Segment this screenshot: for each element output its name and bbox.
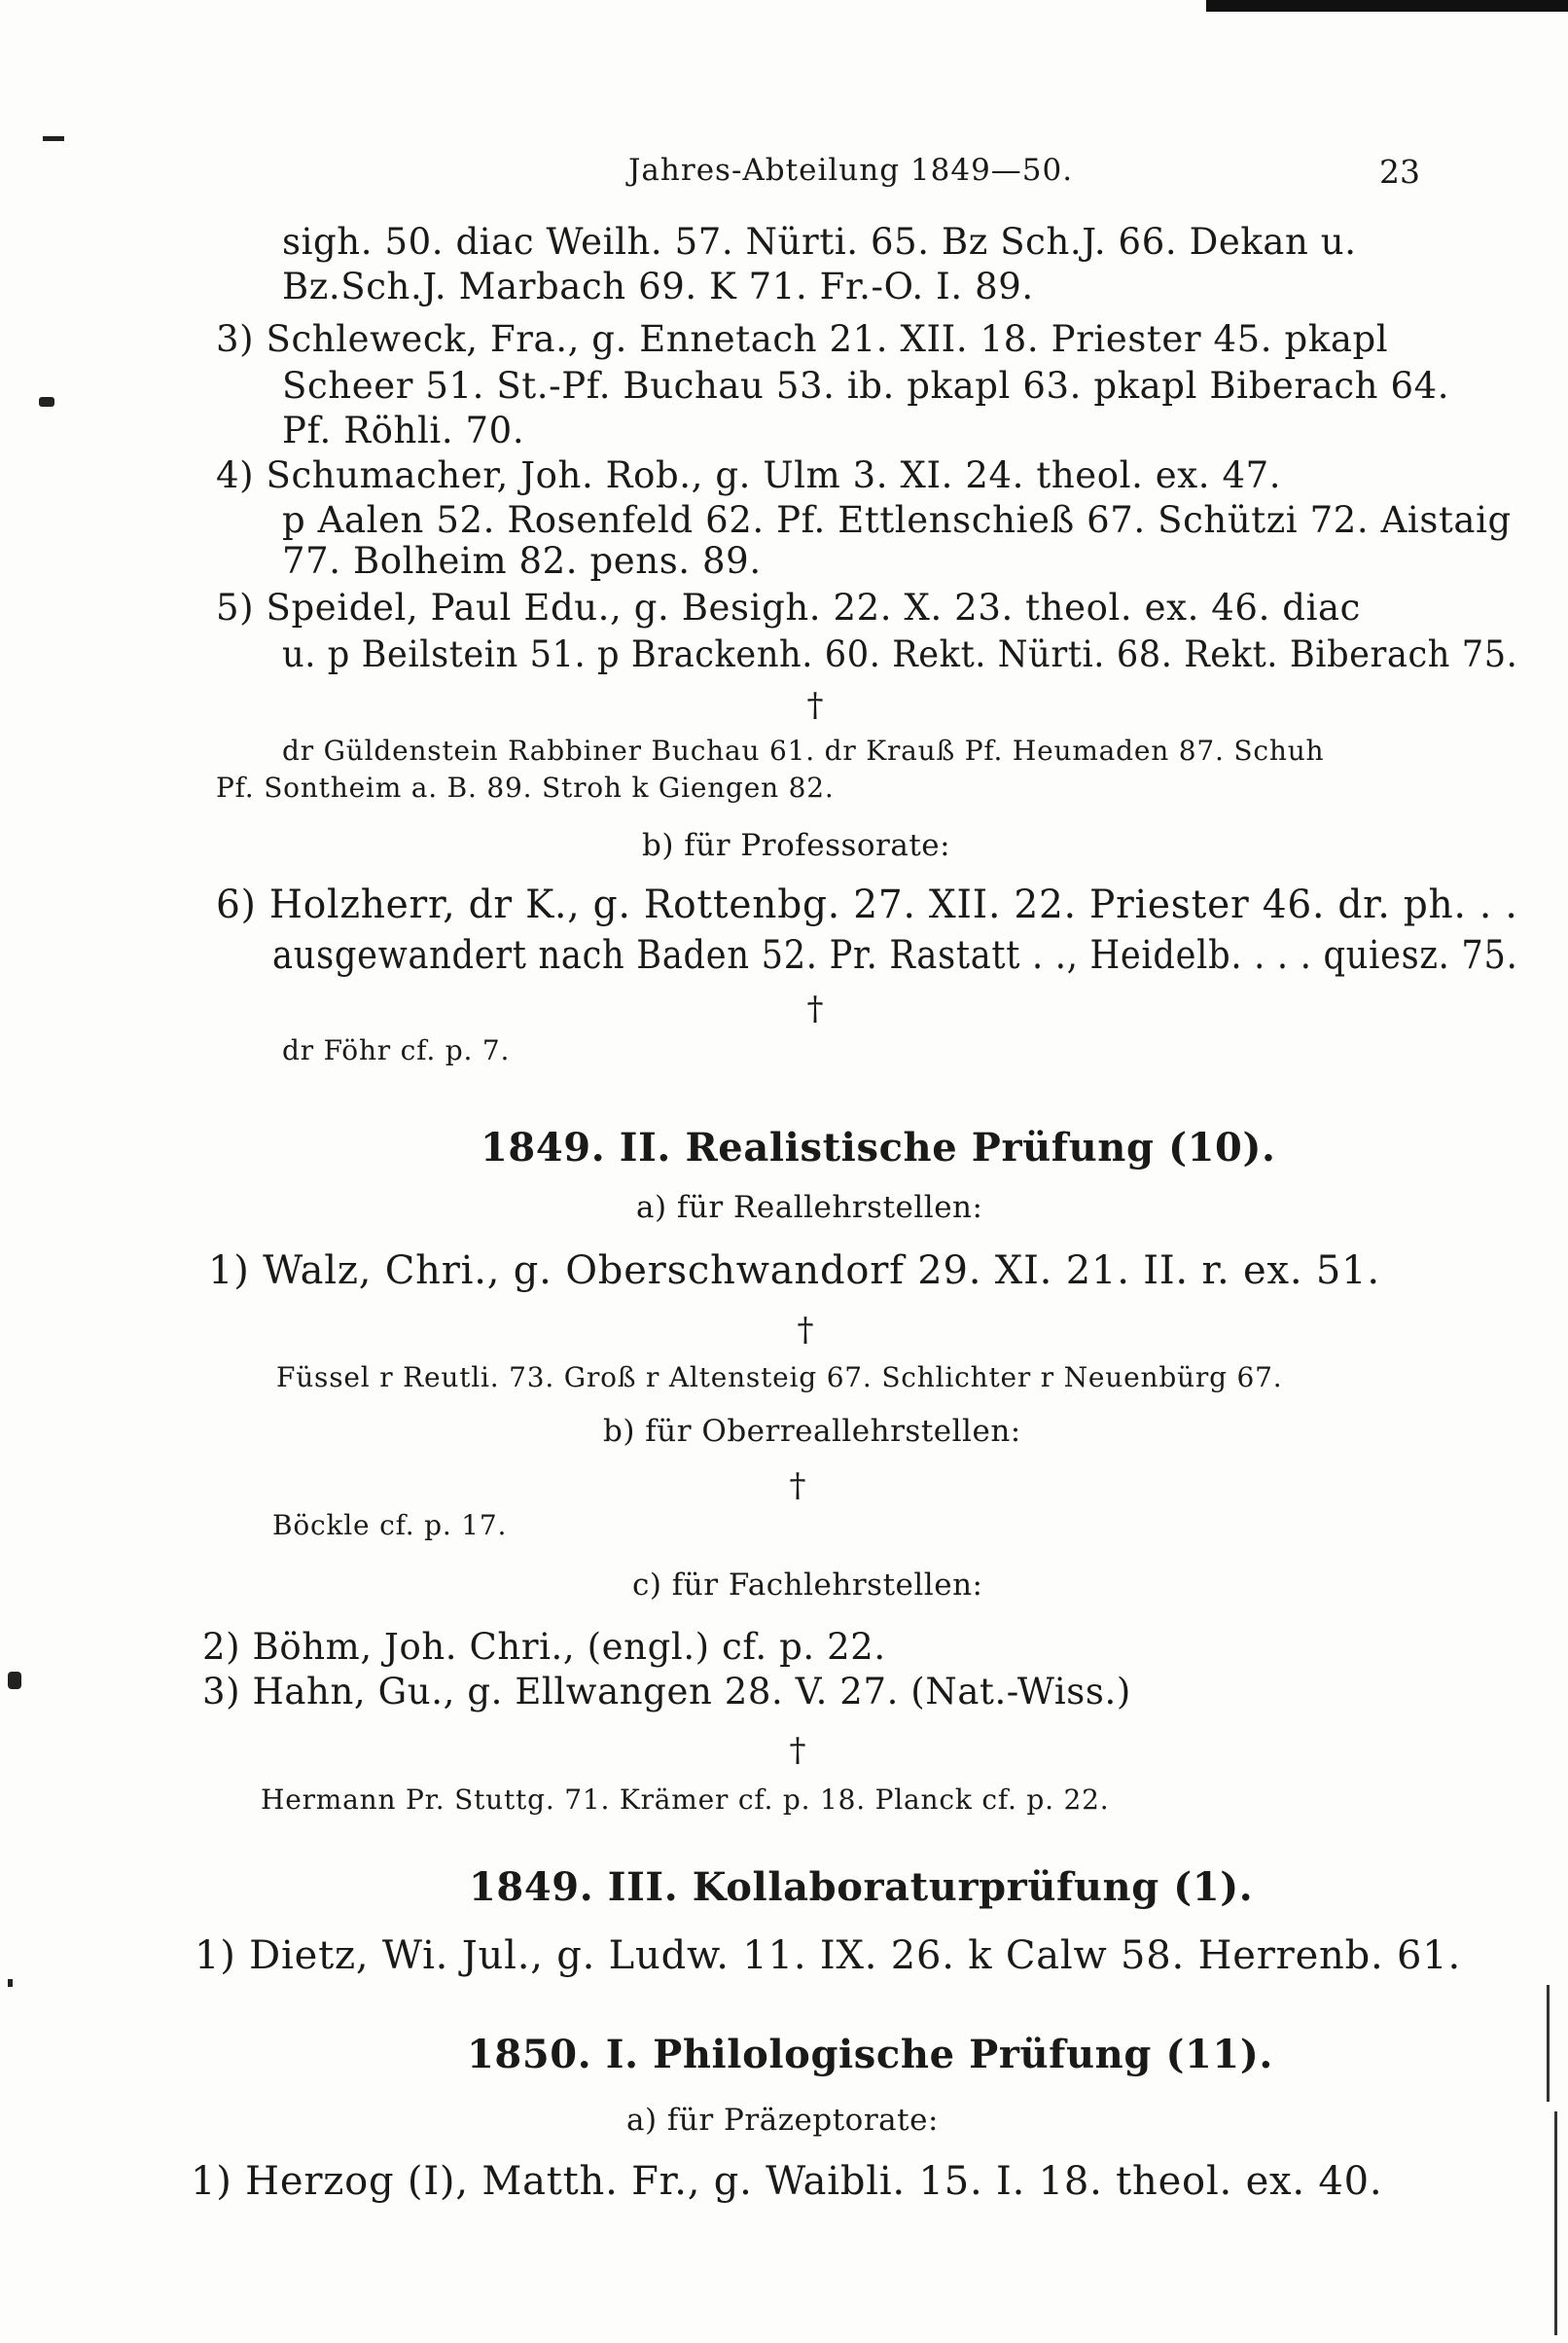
- deceased-line: dr Güldenstein Rabbiner Buchau 61. dr Krauß Pf. Heumaden 87. Schuh: [282, 735, 1325, 767]
- deceased-line: Pf. Sontheim a. B. 89. Stroh k Giengen 82.: [216, 772, 835, 804]
- entry-line: 4) Schumacher, Joh. Rob., g. Ulm 3. XI. 24. theol. ex. 47.: [216, 454, 1282, 496]
- dagger-mark: †: [806, 990, 824, 1028]
- entry-line: 2) Böhm, Joh. Chri., (engl.) cf. p. 22.: [202, 1626, 886, 1668]
- page-number: 23: [1379, 153, 1420, 191]
- entry-line: 1) Dietz, Wi. Jul., g. Ludw. 11. IX. 26. k Calw 58. Herrenb. 61.: [195, 1933, 1462, 1978]
- running-head: Jahres-Abteilung 1849—50.: [628, 153, 1074, 188]
- section-heading: 1849. II. Realistische Prüfung (10).: [481, 1125, 1276, 1171]
- dagger-mark: †: [797, 1311, 814, 1350]
- subsection-heading: a) für Reallehrstellen:: [636, 1190, 983, 1225]
- entry-line: 3) Hahn, Gu., g. Ellwangen 28. V. 27. (Nat.-Wiss.): [202, 1671, 1131, 1712]
- deceased-line: dr Föhr cf. p. 7.: [282, 1034, 511, 1066]
- entry-line: sigh. 50. diac Weilh. 57. Nürti. 65. Bz Sch.J. 66. Dekan u.: [282, 221, 1357, 263]
- entry-line: 1) Walz, Chri., g. Oberschwandorf 29. XI. 21. II. r. ex. 51.: [208, 1248, 1380, 1293]
- entry-line: ausgewandert nach Baden 52. Pr. Rastatt . ., Heidelb. . . . quiesz. 75.: [272, 933, 1518, 978]
- entry-line: Bz.Sch.J. Marbach 69. K 71. Fr.-O. I. 89.: [282, 266, 1034, 307]
- entry-line: Pf. Röhli. 70.: [282, 410, 525, 451]
- subsection-heading: c) für Fachlehrstellen:: [632, 1568, 983, 1603]
- entry-line: 1) Herzog (I), Matth. Fr., g. Waibli. 15. I. 18. theol. ex. 40.: [191, 2159, 1383, 2204]
- entry-line: Scheer 51. St.-Pf. Buchau 53. ib. pkapl 63. pkapl Biberach 64.: [282, 365, 1450, 407]
- deceased-line: Füssel r Reutli. 73. Groß r Altensteig 67. Schlichter r Neuenbürg 67.: [276, 1361, 1283, 1393]
- deceased-line: Hermann Pr. Stuttg. 71. Krämer cf. p. 18. Planck cf. p. 22.: [261, 1784, 1110, 1816]
- entry-line: 3) Schleweck, Fra., g. Ennetach 21. XII. 18. Priester 45. pkapl: [216, 318, 1389, 360]
- dagger-mark: †: [789, 1731, 806, 1770]
- dagger-mark: †: [789, 1466, 806, 1505]
- entry-line: 6) Holzherr, dr K., g. Rottenbg. 27. XII. 22. Priester 46. dr. ph. . .: [216, 883, 1518, 927]
- entry-line: 5) Speidel, Paul Edu., g. Besigh. 22. X. 23. theol. ex. 46. diac: [216, 587, 1361, 629]
- section-heading: 1849. III. Kollaboraturprüfung (1).: [469, 1864, 1254, 1910]
- entry-line: p Aalen 52. Rosenfeld 62. Pf. Ettlenschieß 67. Schützi 72. Aistaig: [282, 499, 1512, 541]
- entry-line: 77. Bolheim 82. pens. 89.: [282, 540, 762, 582]
- dagger-mark: †: [806, 686, 824, 725]
- subsection-heading: b) für Oberreallehrstellen:: [603, 1414, 1021, 1449]
- deceased-line: Böckle cf. p. 17.: [272, 1509, 508, 1541]
- subsection-heading: b) für Professorate:: [642, 828, 951, 863]
- section-heading: 1850. I. Philologische Prüfung (11).: [467, 2032, 1273, 2077]
- subsection-heading: a) für Präzeptorate:: [626, 2103, 939, 2138]
- entry-line: u. p Beilstein 51. p Brackenh. 60. Rekt. Nürti. 68. Rekt. Biberach 75.: [282, 633, 1518, 675]
